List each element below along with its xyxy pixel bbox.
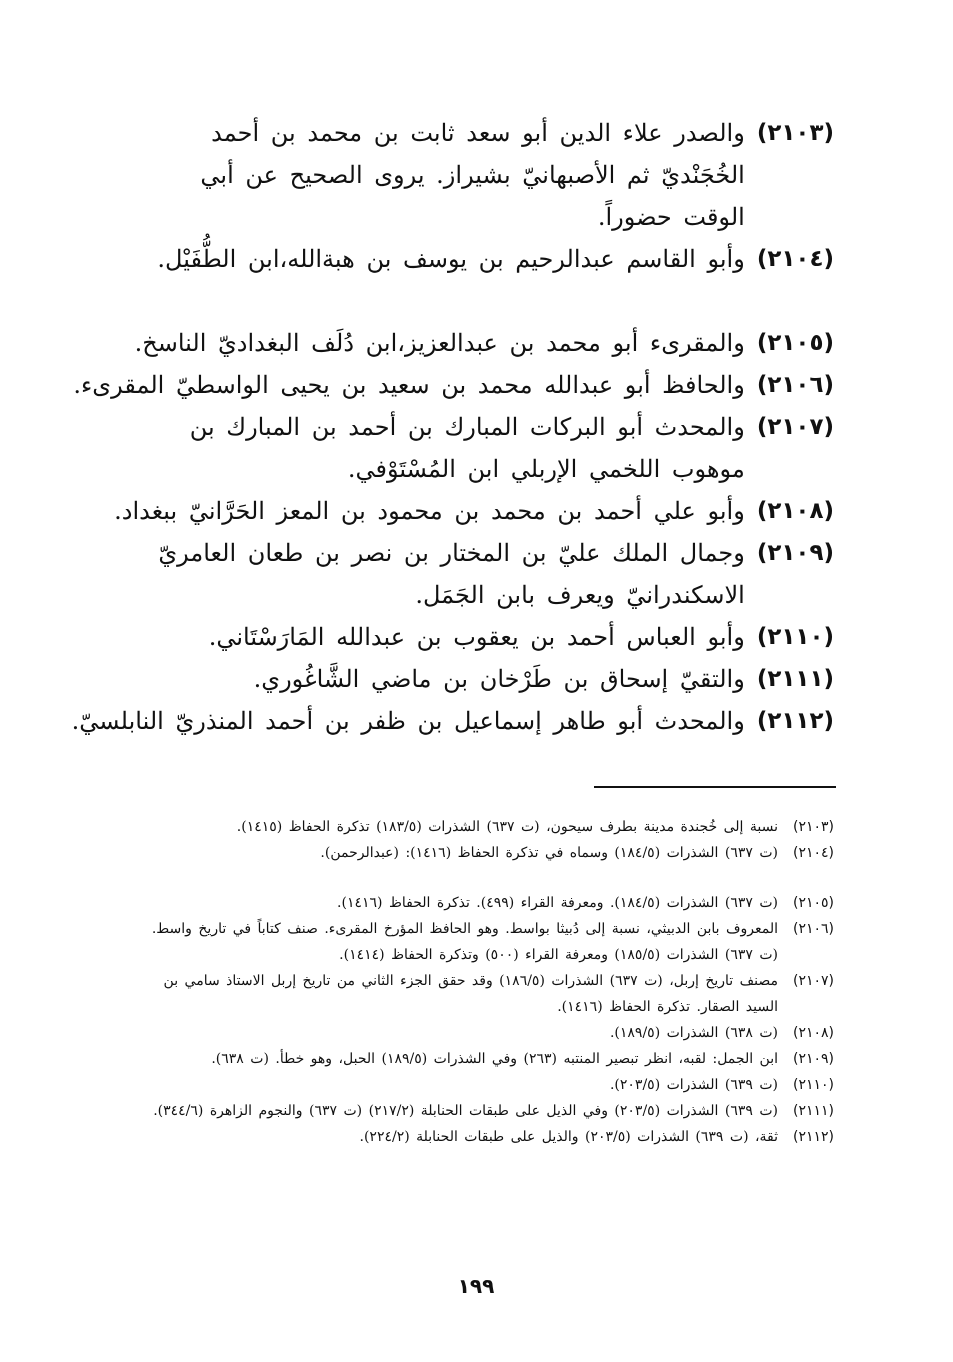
entry-2104 (136, 238, 834, 280)
entry-2109 (136, 532, 834, 616)
footnotes (136, 814, 834, 1150)
entry-text: والمحدث أبو البركات المبارك بن أحمد بن المبارك بن موهوب اللخمي الإربلي ابن المُسْتَوْفي. (189, 413, 745, 483)
footnote-2110 (136, 1072, 834, 1098)
footnote-text: (ت ٦٣٩) الشذرات (٢٠٣/٥) وفي الذيل على طبقات الحنابلة (٢١٧/٢) (ت ٦٣٧) والنجوم الزاهرة (٣٤٤/٦). (153, 1103, 778, 1119)
footnote-2108 (136, 1020, 834, 1046)
footnote-text: (ت ٦٣٩) الشذرات (٢٠٣/٥). (609, 1077, 778, 1093)
entry-2105 (136, 322, 834, 364)
entry-number: (٢١٠٧) (756, 414, 834, 440)
main-entries (71, 112, 834, 742)
footnote-number: (٢١١٠) (792, 1077, 834, 1093)
entry-2110 (136, 616, 834, 658)
footnote-number: (٢١٠٩) (792, 1051, 834, 1067)
entry-text: والتقيّ إسحاق بن طَرْخان بن ماضي الشَّاغُوري. (253, 665, 745, 693)
entry-number: (٢١٠٣) (756, 120, 834, 146)
entry-text: والمحدث أبو طاهر إسماعيل بن ظفر بن أحمد المنذريّ النابلسيّ. (71, 707, 745, 735)
entry-number: (٢١٠٨) (756, 498, 834, 524)
entry-number: (٢١٠٥) (756, 330, 834, 356)
entry-text: وجمال الملك عليّ بن المختار بن نصر بن طعان العامريّ الاسكندرانيّ ويعرف بابن الجَمَل. (158, 539, 745, 609)
entry-2103 (136, 112, 834, 238)
footnote-2104 (136, 840, 834, 866)
footnote-number: (٢١٠٧) (792, 973, 834, 989)
footnote-2107 (136, 968, 834, 1020)
entry-number: (٢١١٠) (756, 624, 834, 650)
footnote-number: (٢١٠٦) (792, 921, 834, 937)
footnote-2106 (136, 916, 834, 968)
footnote-text: (ت ٦٣٧) الشذرات (١٨٤/٥) وسماه في تذكرة الحفاظ (١٤١٦): (عبدالرحمن). (320, 845, 778, 861)
footnote-text: (ت ٦٣٨) الشذرات (١٨٩/٥). (609, 1025, 778, 1041)
page-number: ١٩٩ (457, 1274, 495, 1298)
entry-2107 (136, 406, 834, 490)
entry-number: (٢١١١) (756, 666, 834, 692)
entry-2108 (114, 490, 834, 532)
entry-text: وأبو القاسم عبدالرحيم بن يوسف بن هبةالله،ابن الطُّفَيْل. (157, 245, 745, 273)
footnote-number: (٢١٠٤) (792, 845, 834, 861)
entry-2111 (136, 658, 834, 700)
footnote-text: المعروف بابن الدبيثي، نسبة إلى دُبيثا بواسط. وهو الحافظ المؤرخ المقرىء. صنف كتاباً في تاريخ واسط. (ت ٦٣٧) الشذرات (١٨٥/٥) ومعرفة القراء (٥٠٠) وتذكرة الحفاظ (١٤١٤). (151, 921, 778, 963)
footnote-number: (٢١١١) (792, 1103, 834, 1119)
footnote-number: (٢١٠٣) (792, 819, 834, 835)
footnote-text: مصنف تاريخ إربل، (ت ٦٣٧) الشذرات (١٨٦/٥) وقد حقق الجزء الثاني من تاريخ إربل الاستاذ سامي بن السيد الصقار. تذكرة الحفاظ (١٤١٦). (163, 973, 778, 1015)
entry-number: (٢١١٢) (756, 708, 834, 734)
footnote-text: ثقة، (ت ٦٣٩) الشذرات (٢٠٣/٥) والذيل على طبقات الحنابلة (٢٢٤/٢). (359, 1129, 778, 1145)
entry-number: (٢١٠٦) (756, 372, 834, 398)
footnote-2103 (136, 814, 834, 840)
footnote-2105 (136, 890, 834, 916)
entry-text: وأبو علي أحمد بن محمد بن محمود بن المعز الحَرَّانيّ ببغداد. (114, 497, 745, 525)
footnote-number: (٢١١٢) (792, 1129, 834, 1145)
footnote-text: (ت ٦٣٧) الشذرات (١٨٤/٥). ومعرفة القراء (٤٩٩). تذكرة الحفاظ (١٤١٦). (337, 895, 778, 911)
entry-text: والحافظ أبو عبدالله محمد بن سعيد بن يحيى الواسطيّ المقرىء. (73, 371, 745, 399)
entry-number: (٢١٠٩) (756, 540, 834, 566)
footnote-2111 (136, 1098, 834, 1124)
footnote-number: (٢١٠٨) (792, 1025, 834, 1041)
entry-number: (٢١٠٤) (756, 246, 834, 272)
entry-2106 (73, 364, 834, 406)
footnote-2112 (136, 1124, 834, 1150)
footnote-text: نسبة إلى خُجندة مدينة بطرف سيحون، (ت ٦٣٧) الشذرات (١٨٣/٥) تذكرة الحفاظ (١٤١٥). (236, 819, 778, 835)
entry-text: والمقرىء أبو محمد بن عبدالعزيز،ابن دُلَف البغداديّ الناسخ. (134, 329, 745, 357)
footnote-2109 (136, 1046, 834, 1072)
footnote-number: (٢١٠٥) (792, 895, 834, 911)
entry-2112 (71, 700, 834, 742)
entry-text: والصدر علاء الدين أبو سعد ثابت بن محمد بن أحمد الخُجَنْديّ ثم الأصبهانيّ بشيراز. يروى الصحيح عن أبي الوقت حضوراً. (200, 119, 745, 231)
footnote-separator (594, 786, 836, 788)
footnote-text: ابن الجمل: لقبه، انظر تبصير المنتبه (٢٦٣) وفي الشذرات (١٨٩/٥) الحبل، وهو خطأ. (ت ٦٣٨). (211, 1051, 778, 1067)
entry-text: وأبو العباس أحمد بن يعقوب بن عبدالله المَارَسْتَاني. (208, 623, 745, 651)
